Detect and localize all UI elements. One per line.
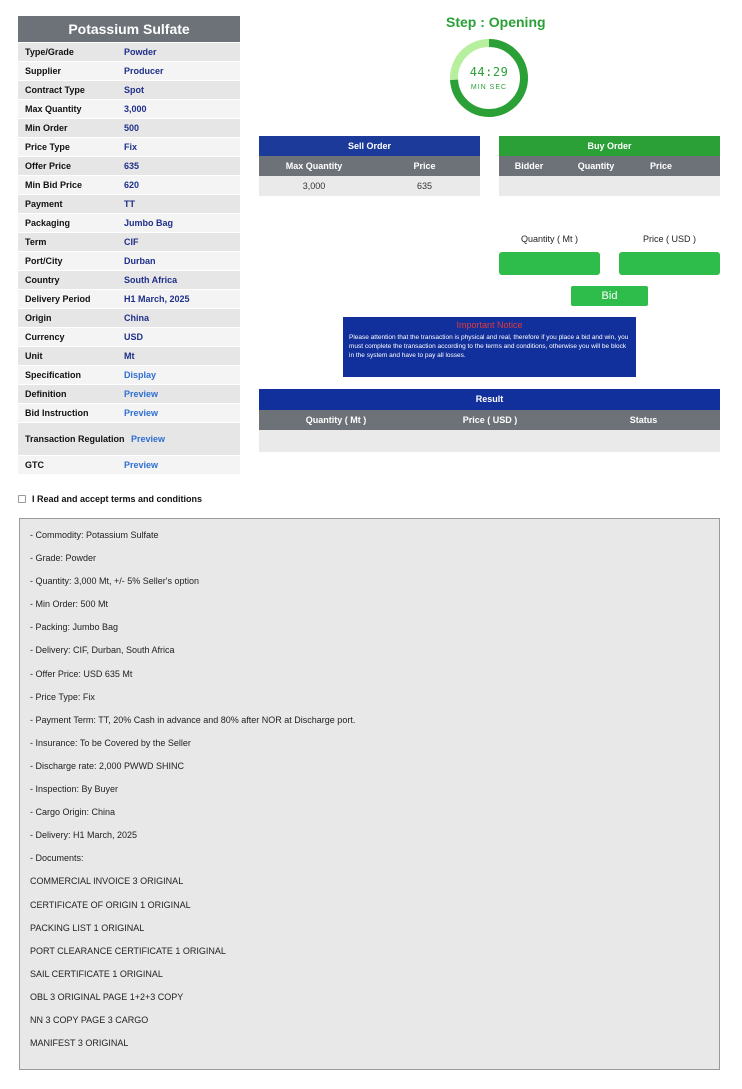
buy-order-columns — [499, 156, 720, 176]
bid-quantity-input[interactable] — [499, 252, 600, 275]
spec-link[interactable]: Preview — [124, 408, 159, 418]
detail-line: PACKING LIST 1 ORIGINAL — [30, 922, 145, 933]
terms-acceptance[interactable] — [18, 494, 202, 504]
spec-value: Producer — [124, 66, 164, 76]
detail-line: - Payment Term: TT, 20% Cash in advance and 80% after NOR at Discharge port. — [30, 714, 356, 725]
spec-row — [18, 232, 240, 251]
spec-key: Price Type — [25, 142, 70, 152]
spec-value: Fix — [124, 142, 138, 152]
spec-key: Type/Grade — [25, 47, 74, 57]
spec-key: Packaging — [25, 218, 71, 228]
spec-value: 500 — [124, 123, 140, 133]
spec-key: Bid Instruction — [25, 408, 89, 418]
quantity-label: Quantity ( Mt ) — [520, 234, 578, 244]
spec-key: Max Quantity — [25, 104, 82, 114]
spec-value: TT — [124, 199, 135, 209]
sell-order-title: Sell Order — [259, 136, 480, 156]
spec-key: Specification — [25, 370, 82, 380]
spec-value: H1 March, 2025 — [124, 294, 190, 304]
result-col-price: Price ( USD ) — [462, 415, 518, 425]
spec-value: Powder — [124, 47, 157, 57]
spec-row — [18, 422, 240, 455]
detail-line: - Grade: Powder — [30, 553, 97, 564]
spec-link[interactable]: Preview — [124, 389, 159, 399]
sell-order-columns — [259, 156, 480, 176]
detail-line: COMMERCIAL INVOICE 3 ORIGINAL — [30, 876, 184, 887]
detail-line: - Offer Price: USD 635 Mt — [30, 668, 133, 679]
detail-line: SAIL CERTIFICATE 1 ORIGINAL — [30, 968, 163, 979]
spec-row — [18, 308, 240, 327]
spec-row — [18, 403, 240, 422]
detail-line: MANIFEST 3 ORIGINAL — [30, 1038, 129, 1049]
spec-key: Definition — [25, 389, 67, 399]
spec-table — [18, 16, 240, 474]
spec-row — [18, 61, 240, 80]
spec-row — [18, 118, 240, 137]
spec-key: Country — [25, 275, 60, 285]
detail-line: - Cargo Origin: China — [30, 807, 116, 818]
detail-line: - Commodity: Potassium Sulfate — [30, 530, 159, 540]
spec-value: Mt — [124, 351, 135, 361]
step-status: Step : Opening — [446, 14, 546, 30]
spec-row — [18, 384, 240, 403]
sell-row-price: 635 — [416, 181, 433, 191]
result-title: Result — [259, 389, 720, 410]
spec-link[interactable]: Preview — [124, 460, 159, 470]
detail-line: - Quantity: 3,000 Mt, +/- 5% Seller's option — [30, 576, 200, 587]
spec-key: Port/City — [25, 256, 63, 266]
contract-details — [19, 518, 720, 1070]
buy-col-price: Price — [649, 161, 673, 171]
spec-value: Durban — [124, 256, 156, 266]
detail-line: - Inspection: By Buyer — [30, 784, 119, 795]
detail-line: OBL 3 ORIGINAL PAGE 1+2+3 COPY — [30, 991, 184, 1002]
spec-key: Payment — [25, 199, 63, 209]
spec-value: South Africa — [124, 275, 178, 285]
spec-row — [18, 251, 240, 270]
spec-value: 3,000 — [124, 104, 147, 114]
spec-link[interactable]: Display — [124, 370, 157, 380]
buy-col-bidder: Bidder — [514, 161, 544, 171]
spec-value: Spot — [124, 85, 144, 95]
detail-line: - Price Type: Fix — [30, 691, 95, 702]
spec-key: Origin — [25, 313, 52, 323]
buy-col-quantity: Quantity — [577, 161, 615, 171]
detail-line: - Discharge rate: 2,000 PWWD SHINC — [30, 760, 185, 771]
detail-line: - Insurance: To be Covered by the Seller — [30, 737, 191, 748]
sell-col-max-quantity: Max Quantity — [285, 161, 343, 171]
spec-row — [18, 99, 240, 118]
buy-order-empty-row — [499, 176, 720, 196]
result-empty-row — [259, 430, 720, 452]
spec-row — [18, 327, 240, 346]
spec-row — [18, 213, 240, 232]
spec-value: 635 — [124, 161, 140, 171]
spec-link[interactable]: Preview — [131, 434, 166, 444]
countdown-timer — [449, 38, 529, 118]
spec-key: Min Bid Price — [25, 180, 83, 190]
spec-key: Delivery Period — [25, 294, 91, 304]
spec-key: Transaction Regulation — [25, 433, 125, 444]
notice-title: Important Notice — [456, 320, 523, 330]
product-title: Potassium Sulfate — [18, 16, 240, 42]
spec-row — [18, 270, 240, 289]
spec-key: Term — [25, 237, 47, 247]
spec-row — [18, 80, 240, 99]
bid-price-input[interactable] — [619, 252, 720, 275]
terms-checkbox[interactable] — [18, 495, 26, 503]
spec-row — [18, 289, 240, 308]
spec-key: Offer Price — [25, 161, 72, 171]
spec-value: USD — [124, 332, 144, 342]
buy-order-title: Buy Order — [499, 136, 720, 156]
important-notice — [343, 317, 636, 377]
sell-col-price: Price — [413, 161, 436, 171]
bid-button[interactable]: Bid — [571, 286, 648, 306]
spec-key: Min Order — [25, 123, 68, 133]
detail-line: - Packing: Jumbo Bag — [30, 622, 119, 633]
spec-row — [18, 137, 240, 156]
timer-units: MIN SEC — [470, 84, 508, 91]
detail-line: - Delivery: H1 March, 2025 — [30, 830, 138, 841]
spec-key: Contract Type — [25, 85, 85, 95]
spec-value: CIF — [124, 237, 139, 247]
spec-row — [18, 42, 240, 61]
spec-row — [18, 175, 240, 194]
sell-order-row[interactable] — [259, 176, 480, 196]
spec-value: China — [124, 313, 150, 323]
spec-value: 620 — [124, 180, 140, 190]
spec-row — [18, 194, 240, 213]
result-col-status: Status — [629, 415, 658, 425]
sell-row-quantity: 3,000 — [302, 181, 326, 191]
detail-line: CERTIFICATE OF ORIGIN 1 ORIGINAL — [30, 899, 191, 910]
terms-label: I Read and accept terms and conditions — [32, 494, 203, 504]
result-col-quantity: Quantity ( Mt ) — [305, 415, 367, 425]
timer-time: 44:29 — [469, 65, 509, 79]
spec-value: Jumbo Bag — [124, 218, 174, 228]
notice-body: Please attention that the transaction is physical and real, therefore if you place a bid and win, you must complete the transaction according to the terms and conditions, otherwise you will be block in the system and have to pay all losses. — [349, 334, 629, 359]
spec-row — [18, 455, 240, 474]
price-label: Price ( USD ) — [642, 234, 696, 244]
result-columns — [259, 410, 720, 430]
spec-key: Currency — [25, 332, 65, 342]
detail-line: PORT CLEARANCE CERTIFICATE 1 ORIGINAL — [30, 945, 226, 956]
spec-key: Unit — [25, 351, 43, 361]
spec-key: Supplier — [25, 66, 62, 76]
spec-row — [18, 365, 240, 384]
detail-line: - Min Order: 500 Mt — [30, 599, 109, 610]
spec-row — [18, 156, 240, 175]
detail-line: - Delivery: CIF, Durban, South Africa — [30, 645, 175, 656]
detail-line: - Documents: — [30, 853, 84, 864]
spec-row — [18, 346, 240, 365]
spec-key: GTC — [25, 460, 44, 470]
detail-line: NN 3 COPY PAGE 3 CARGO — [30, 1014, 149, 1025]
